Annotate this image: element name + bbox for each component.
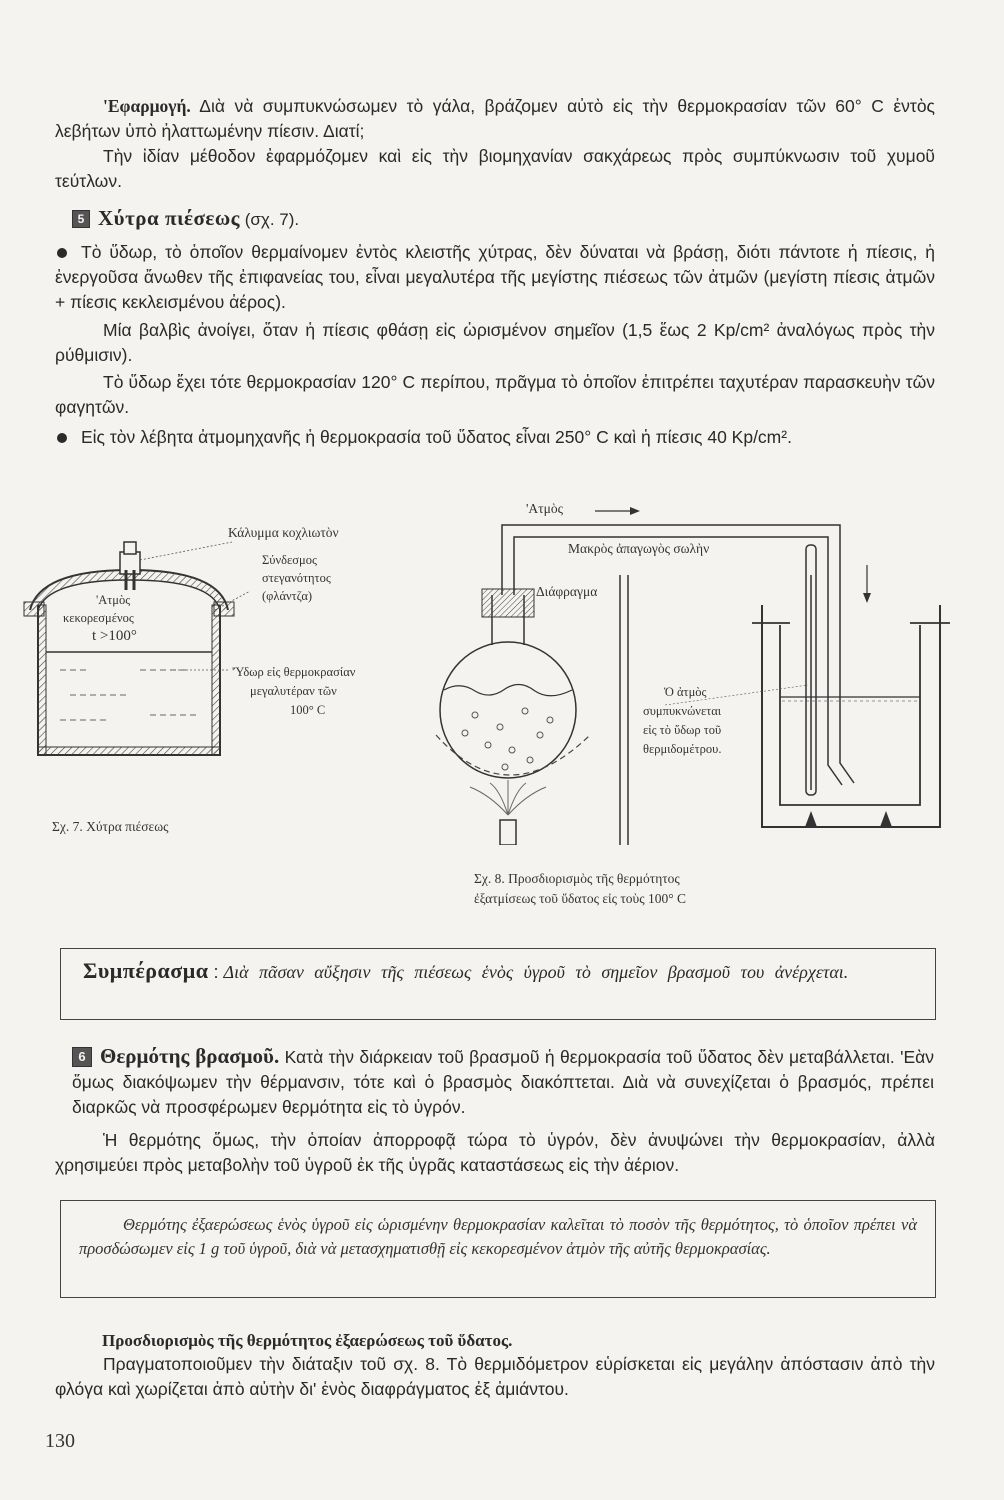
determination-text: Πραγματοποιοῦμεν τὴν διάταξιν τοῦ σχ. 8. Τὸ θερμιδόμετρον εὑρίσκεται εἰς μεγάλην ἀπόστασιν ἀπὸ τὴν φλόγα καὶ χωρίζεται ἀπὸ αὐτὴν δι' ἑνὸς διαφράγματος ἐξ ἀμιάντου.	[55, 1354, 935, 1399]
conclusion-label: Συμπέρασμα	[83, 958, 209, 983]
fig7-seal-label-2: στεγανότητος	[262, 571, 331, 585]
fig7-water-label-1: 'Ύδωρ εἰς θερμοκρασίαν	[232, 665, 356, 679]
section-6-paragraph-2: Ἡ θερμότης ὅμως, τὴν ὁποίαν ἀπορροφᾷ τώρα τὸ ὑγρόν, δὲν ἀνυψώνει τὴν θερμοκρασίαν, ἀλλὰ χρησιμεύει πρὸς μεταβολὴν τοῦ ὑγροῦ ἐκ τῆς ὑγρᾶς καταστάσεως εἰς τὴν ἀέριον.	[55, 1130, 935, 1175]
determination-title: Προσδιορισμὸς τῆς θερμότητος ἐξαερώσεως τοῦ ὕδατος.	[102, 1331, 513, 1350]
paragraph-3: Τὸ ὕδωρ ἔχει τότε θερμοκρασίαν 120° C περίπου, πρᾶγμα τὸ ὁποῖον ἐπιτρέπει ταχυτέραν παρασκευὴν τῶν φαγητῶν.	[55, 372, 935, 417]
fig8-condense-label-4: θερμιδομέτρου.	[643, 742, 722, 756]
section-5-heading	[72, 206, 299, 231]
fig7-water-label-3: 100° C	[290, 703, 326, 717]
paragraph-4	[55, 425, 935, 450]
fig7-seal-label-3: (φλάντζα)	[262, 589, 313, 603]
fig7-steam-label-1: 'Ατμὸς	[96, 593, 131, 607]
section-6-title: Θερμότης βρασμοῦ.	[100, 1044, 280, 1068]
fig8-caption-1: Σχ. 8. Προσδιορισμὸς τῆς θερμότητος	[474, 871, 680, 886]
fig8-condense-label-3: εἰς τὸ ὕδωρ τοῦ	[643, 723, 722, 737]
definition-text: Θερμότης ἐξαερώσεως ἑνὸς ὑγροῦ εἰς ὡρισμένην θερμοκρασίαν καλεῖται τὸ ποσὸν τῆς θερμότητος, τὸ ὁποῖον πρέπει νὰ προσδώσωμεν εἰς 1 g τοῦ ὑγροῦ, διὰ νὰ μετασχηματισθῇ εἰς κεκορεσμένον ἀτμὸν τῆς αὐτῆς θερμοκρασίας.	[79, 1215, 917, 1258]
application-label: 'Εφαρμογή.	[103, 96, 191, 116]
conclusion-colon: :	[208, 962, 224, 982]
fig7-caption: Σχ. 7. Χύτρα πιέσεως	[52, 819, 169, 834]
page-number: 130	[45, 1430, 75, 1452]
fig8-condense-label-1: Ὁ ἀτμὸς	[664, 685, 707, 699]
section-6-number: 6	[72, 1047, 92, 1067]
application-paragraph	[55, 94, 935, 144]
conclusion-box	[60, 948, 936, 1020]
paragraph-4-text: Εἰς τὸν λέβητα ἀτμομηχανῆς ἡ θερμοκρασία τοῦ ὕδατος εἶναι 250° C καὶ ἡ πίεσις 40 Kp/cm².	[81, 427, 792, 447]
fig7-steam-label-3: t >100°	[92, 628, 137, 644]
section-5-title: Χύτρα πιέσεως	[98, 206, 241, 230]
section-5-ref: (σχ. 7).	[240, 210, 300, 229]
definition-box	[60, 1200, 936, 1298]
fig8-steam-label: 'Ατμὸς	[526, 501, 563, 516]
section-6-paragraph	[72, 1044, 934, 1120]
fig7-lid-label: Κάλυμμα κοχλιωτὸν	[228, 525, 339, 540]
fig8-diaphragm-label: Διάφραγμα	[536, 584, 598, 599]
fig8-caption-2: ἐξατμίσεως τοῦ ὕδατος εἰς τοὺς 100° C	[474, 891, 686, 906]
paragraph-1	[55, 240, 935, 315]
fig7-steam-label-2: κεκορεσμένος	[63, 611, 134, 625]
bullet-icon	[57, 248, 67, 258]
fig8-tube-label: Μακρὸς ἀπαγωγὸς σωλὴν	[568, 541, 710, 556]
section-6-text-1: Κατὰ τὴν διάρκειαν τοῦ βρασμοῦ ἡ θερμοκρασία τοῦ ὕδατος δὲν μεταβάλλεται. 'Εὰν ὅμως διακόψωμεν τὴν θέρμανσιν, τότε καὶ ὁ βρασμὸς διακόπτεται. Διὰ νὰ συνεχίζεται ὁ βρασμός, πρέπει διαρκῶς νὰ προσφέρωμεν θερμότητα εἰς τὸ ὑγρόν.	[72, 1047, 934, 1117]
fig8-condense-label-2: συμπυκνώνεται	[643, 704, 722, 718]
section-5-number: 5	[72, 210, 90, 228]
paragraph-1-text: Τὸ ὕδωρ, τὸ ὁποῖον θερμαίνομεν ἐντὸς κλειστῆς χύτρας, δὲν δύναται νὰ βράσῃ, διότι πάντοτε ἡ πίεσις, ἡ ἐνεργοῦσα ἄνωθεν τῆς ἐπιφανείας του, εἶναι μεγαλυτέρα τῆς μεγίστης πιέσεως τῶν ἀτμῶν (μεγίστη πίεσις ἀτμῶν + πίεσις κεκλεισμένου ἀέρος).	[55, 242, 935, 312]
pressure-cooker-diagram	[20, 530, 250, 770]
conclusion-text-block	[83, 957, 913, 986]
conclusion-text: Διὰ πᾶσαν αὔξησιν τῆς πιέσεως ἑνὸς ὑγροῦ τὸ σημεῖον βρασμοῦ του ἀνέρχεται.	[223, 962, 849, 982]
fig7-seal-label-1: Σύνδεσμος	[262, 553, 317, 567]
application-text: Διὰ νὰ συμπυκνώσωμεν τὸ γάλα, βράζομεν αὐτὸ εἰς τὴν θερμοκρασίαν τῶν 60° C ἐντὸς λεβήτων ὑπὸ ἠλαττωμένην πίεσιν. Διατί;	[55, 96, 935, 141]
bullet-icon	[57, 433, 67, 443]
paragraph-2: Μία βαλβὶς ἀνοίγει, ὅταν ἡ πίεσις φθάσῃ εἰς ὡρισμένον σημεῖον (1,5 ἕως 2 Kp/cm² ἀναλόγως πρὸς τὴν ρύθμισιν).	[55, 320, 935, 365]
fig7-water-label-2: μεγαλυτέραν τῶν	[250, 684, 337, 698]
sugar-paragraph: Τὴν ἰδίαν μέθοδον ἐφαρμόζομεν καὶ εἰς τὴν βιομηχανίαν σακχάρεως πρὸς συμπύκνωσιν τοῦ χυμοῦ τεύτλων.	[55, 146, 935, 191]
